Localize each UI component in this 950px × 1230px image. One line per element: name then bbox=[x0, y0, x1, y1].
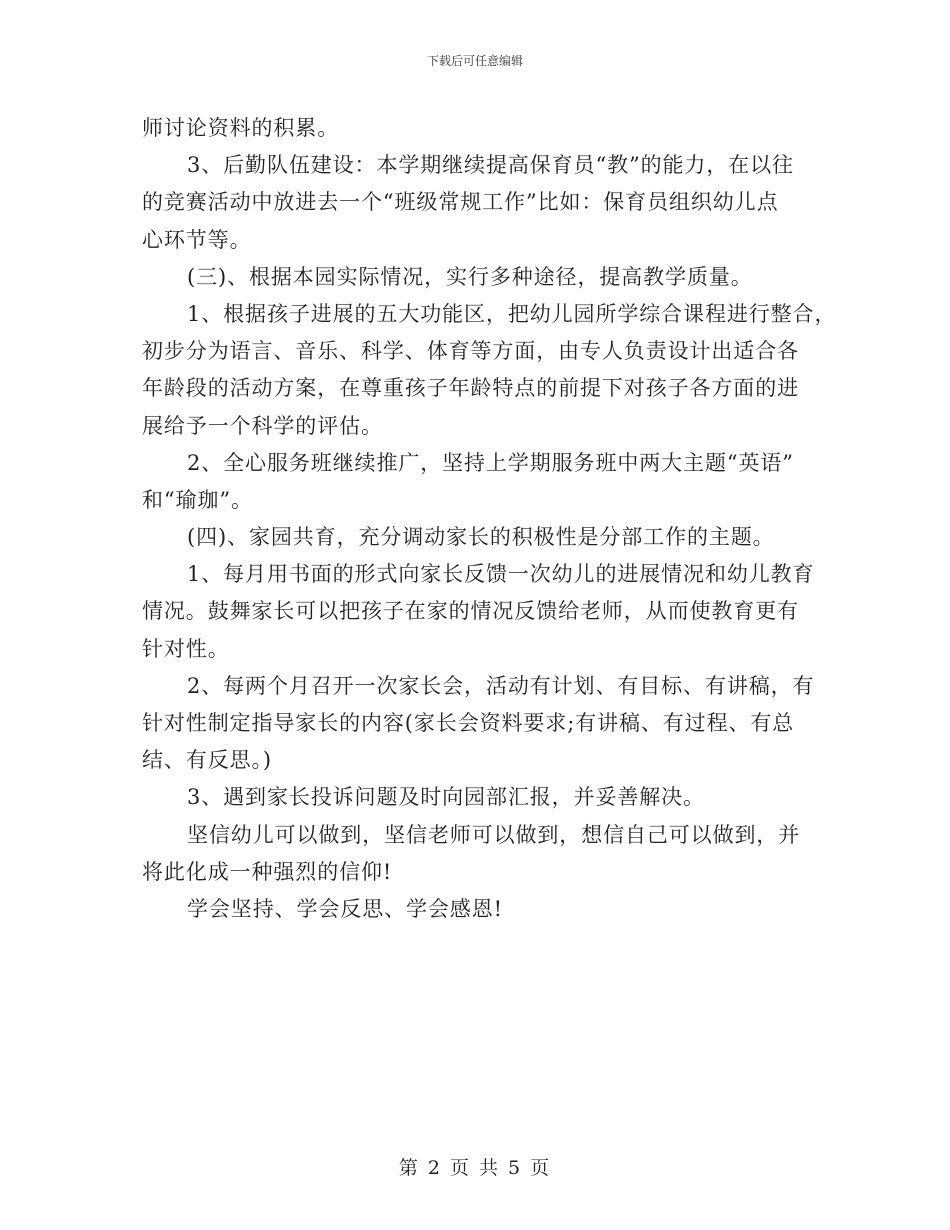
text-line: 师讨论资料的积累。 bbox=[142, 116, 340, 140]
text-line: 针对性。 bbox=[142, 636, 230, 661]
text-line: 坚信幼儿可以做到，坚信老师可以做到，想信自己可以做到，并 bbox=[187, 822, 801, 847]
page-footer: 第 2 页 共 5 页 bbox=[398, 1157, 552, 1179]
text-line: 初步分为语言、音乐、科学、体育等方面，由专人负责设计出适合各 bbox=[142, 339, 799, 364]
text-line: 将此化成一种强烈的信仰! bbox=[142, 859, 393, 884]
document-body bbox=[142, 110, 837, 928]
text-line: 3、遇到家长投诉问题及时向园部汇报，并妥善解决。 bbox=[187, 785, 705, 810]
text-line: 1、根据孩子进展的五大功能区，把幼儿园所学综合课程进行整合， bbox=[187, 301, 837, 326]
text-line: 心环节等。 bbox=[142, 227, 252, 252]
text-line: 1、每月用书面的形式向家长反馈一次幼儿的进展情况和幼儿教育 bbox=[187, 562, 815, 587]
text-line: 2、每两个月召开一次家长会，活动有计划、有目标、有讲稿，有 bbox=[187, 673, 815, 698]
text-line: 和“瑜珈”。 bbox=[142, 487, 253, 512]
section-heading: (三)、根据本园实际情况，实行多种途径，提高教学质量。 bbox=[187, 264, 753, 289]
text-line: 3、后勤队伍建设：本学期继续提高保育员“教”的能力，在以往 bbox=[187, 153, 794, 178]
page-header: 下载后可任意编辑 bbox=[426, 54, 523, 68]
section-heading: (四)、家园共育，充分调动家长的积极性是分部工作的主题。 bbox=[187, 525, 775, 550]
text-line: 年龄段的活动方案，在尊重孩子年龄特点的前提下对孩子各方面的进 bbox=[142, 376, 799, 401]
text-line: 针对性制定指导家长的内容(家长会资料要求;有讲稿、有过程、有总 bbox=[142, 711, 795, 735]
text-line: 学会坚持、学会反思、学会感恩! bbox=[187, 896, 503, 921]
text-line: 展给予一个科学的评估。 bbox=[142, 413, 383, 438]
text-line: 情况。鼓舞家长可以把孩子在家的情况反馈给老师，从而使教育更有 bbox=[142, 599, 799, 624]
text-line: 结、有反思。) bbox=[142, 748, 272, 773]
text-line: 的竞赛活动中放进去一个“班级常规工作”比如：保育员组织幼儿点 bbox=[142, 190, 779, 215]
text-line: 2、全心服务班继续推广，坚持上学期服务班中两大主题“英语” bbox=[187, 450, 794, 475]
